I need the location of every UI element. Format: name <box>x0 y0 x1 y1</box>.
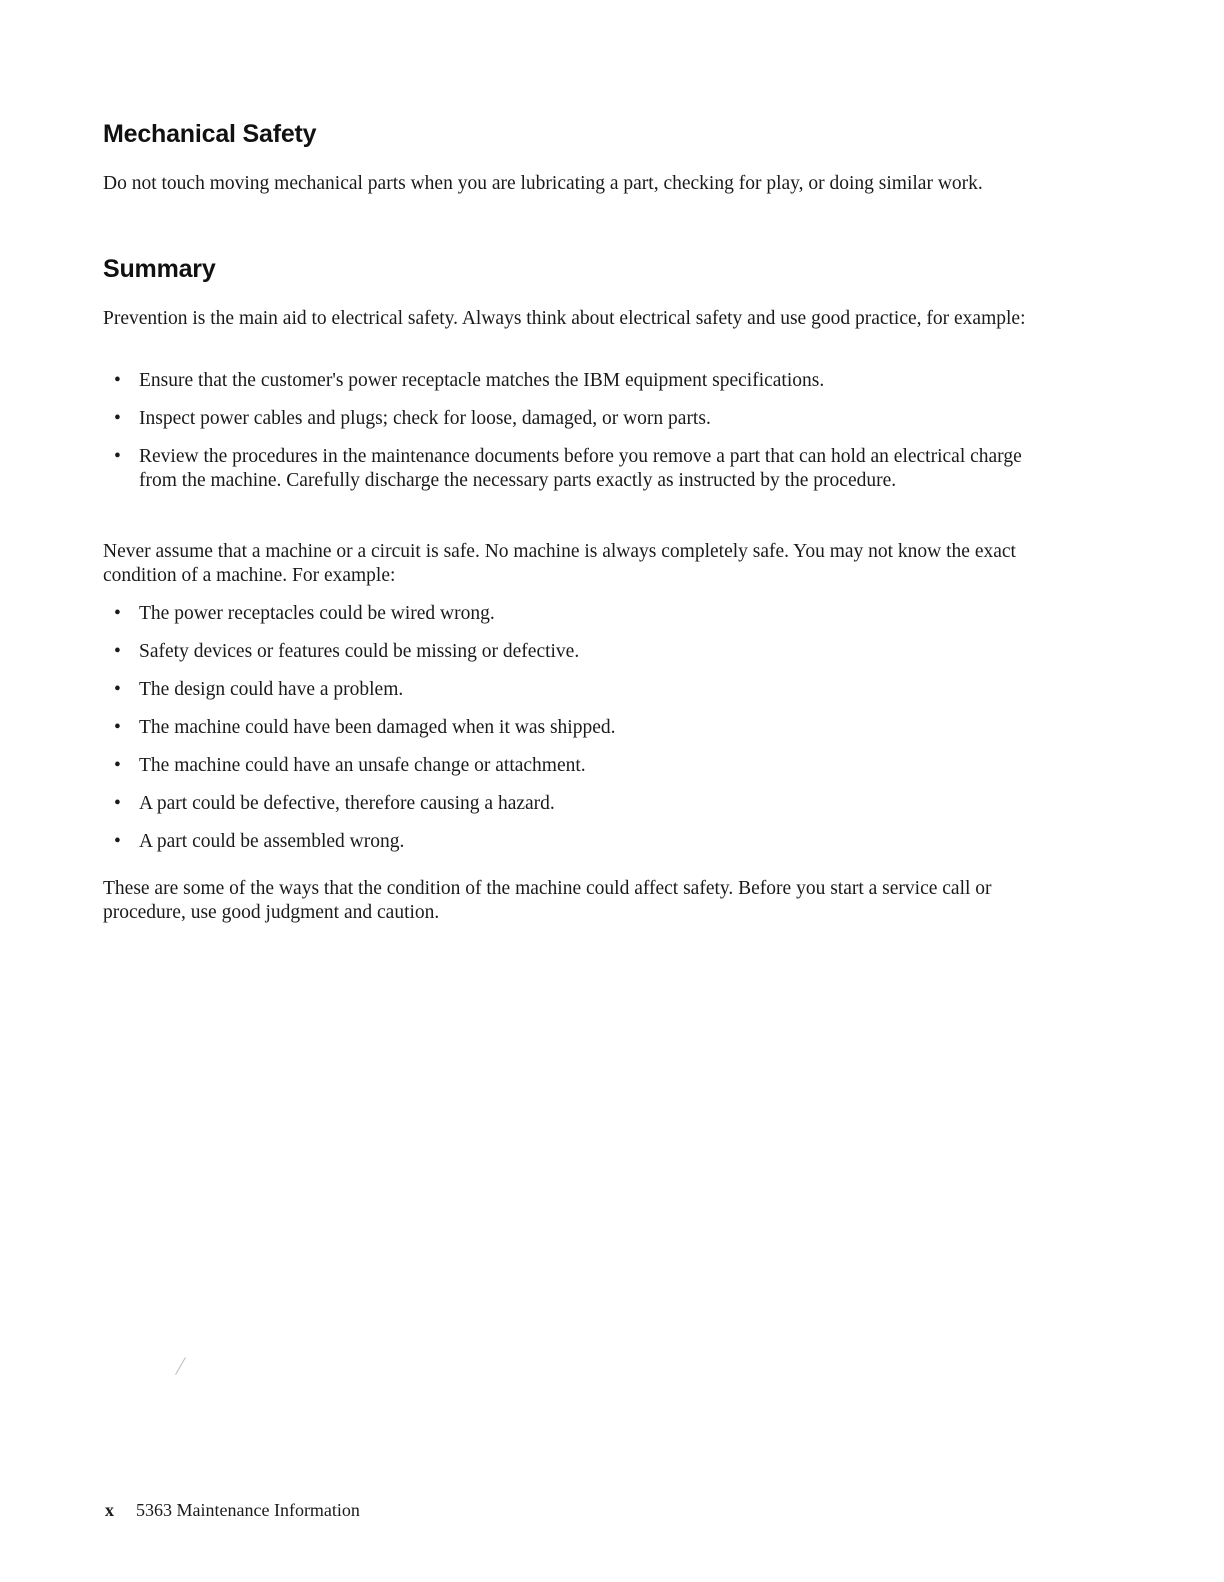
bullet-icon: • <box>114 370 121 391</box>
bullet-icon: • <box>114 831 121 852</box>
list-item-text: A part could be defective, therefore causing a hazard. <box>139 793 555 814</box>
bullet-icon: • <box>114 679 121 700</box>
bullet-icon: • <box>114 793 121 814</box>
list-item <box>103 407 1043 431</box>
bullet-icon: • <box>114 603 121 624</box>
list-item <box>103 716 1043 740</box>
mechanical-safety-paragraph: Do not touch moving mechanical parts when you are lubricating a part, checking for play, or doing similar work. <box>103 173 983 194</box>
page-number: x <box>105 1500 114 1520</box>
practice-list <box>103 369 1043 507</box>
summary-intro-paragraph: Prevention is the main aid to electrical safety. Always think about electrical safety and use good practice, for example: <box>103 308 1026 329</box>
list-item <box>103 678 1043 702</box>
bullet-icon: • <box>114 408 121 429</box>
section-heading-mechanical-safety: Mechanical Safety <box>103 120 317 148</box>
list-item <box>103 602 1043 626</box>
bullet-icon: • <box>114 446 121 467</box>
footer-title: 5363 Maintenance Information <box>136 1500 360 1520</box>
bullet-icon: • <box>114 717 121 738</box>
list-item <box>103 830 1043 854</box>
bullet-icon: • <box>114 641 121 662</box>
list-item-text: Inspect power cables and plugs; check for loose, damaged, or worn parts. <box>139 408 711 429</box>
list-item-text: Ensure that the customer's power receptacle matches the IBM equipment specifications. <box>139 370 825 391</box>
list-item <box>103 754 1043 778</box>
list-item <box>103 369 1043 393</box>
never-assume-paragraph: Never assume that a machine or a circuit is safe. No machine is always completely safe. You may not know the exact condition of a machine. For example: <box>103 541 1016 586</box>
closing-paragraph: These are some of the ways that the condition of the machine could affect safety. Before you start a service call or procedure, use good judgment and caution. <box>103 878 992 923</box>
list-item-text: The design could have a problem. <box>139 679 404 700</box>
list-item-text: The power receptacles could be wired wrong. <box>139 603 495 624</box>
list-item <box>103 445 1043 493</box>
list-item-text: Safety devices or features could be missing or defective. <box>139 641 580 662</box>
hazard-list <box>103 602 1043 868</box>
list-item-text: The machine could have an unsafe change or attachment. <box>139 755 586 776</box>
list-item <box>103 640 1043 664</box>
list-item-text: The machine could have been damaged when it was shipped. <box>139 717 616 738</box>
list-item <box>103 792 1043 816</box>
scan-artifact-mark <box>175 1357 186 1375</box>
bullet-icon: • <box>114 755 121 776</box>
page-footer <box>105 1500 360 1521</box>
section-heading-summary: Summary <box>103 255 216 283</box>
list-item-text: Review the procedures in the maintenance documents before you remove a part that can hold an electrical charge from the machine. Carefully discharge the necessary parts exactly as instructed by the procedure. <box>139 446 1022 491</box>
list-item-text: A part could be assembled wrong. <box>139 831 405 852</box>
